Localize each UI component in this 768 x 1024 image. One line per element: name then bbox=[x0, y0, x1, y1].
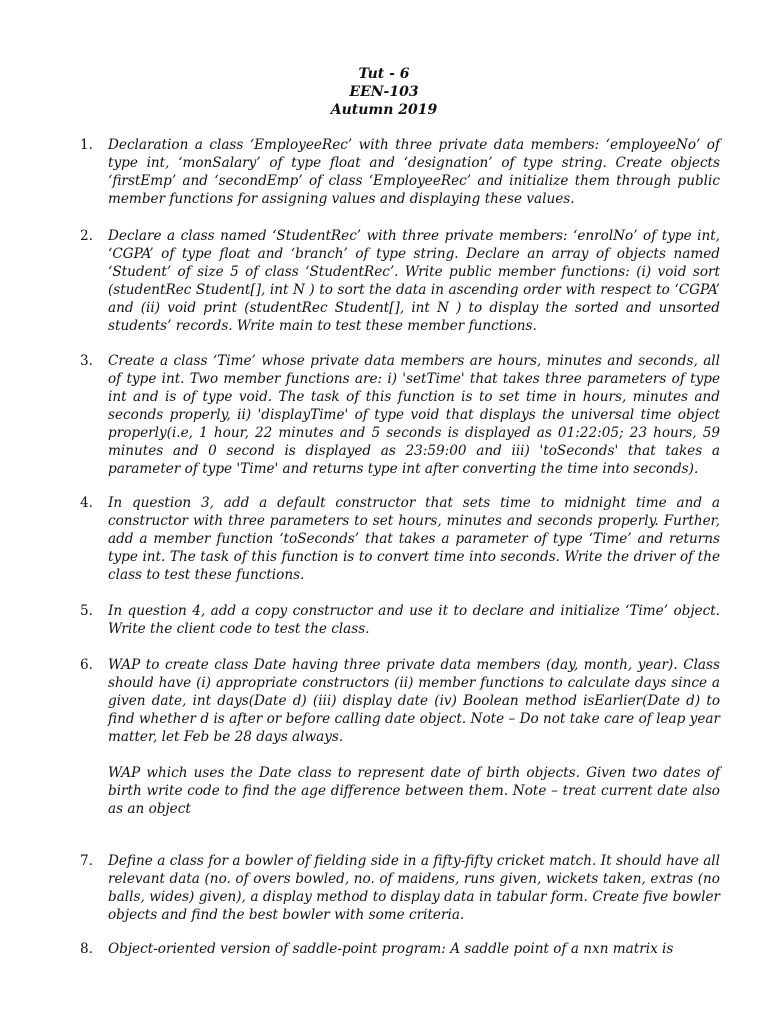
question-6-followup: WAP which uses the Date class to represent date of birth objects. Given two dates of birth write code to find the age difference between them. Note – treat current date also as an object bbox=[108, 765, 720, 817]
question-text: In question 4, add a copy constructor and use it to declare and initialize ‘Time’ object. Write the client code to test the class. bbox=[108, 603, 720, 637]
question-text: Define a class for a bowler of fielding side in a fifty-fifty cricket match. It should have all relevant data (no. of overs bowled, no. of maidens, runs given, wickets taken, extras (no balls, wides) given), a display method to display data in tabular form. Create five bowler objects and find the best bowler with some criteria. bbox=[108, 853, 720, 923]
question-number: 5. bbox=[80, 603, 93, 619]
question-number: 2. bbox=[80, 228, 93, 244]
document-header bbox=[0, 65, 768, 119]
question-number: 8. bbox=[80, 941, 93, 957]
question-7 bbox=[80, 852, 720, 924]
question-text: Declare a class named ‘StudentRec’ with three private members: ‘enrolNo’ of type int, ‘CGPA’ of type float and ‘branch’ of type string. Declare an array of objects named ‘Student’ of size 5 of class ‘StudentRec’. Write public member functions: (i) void sort (studentRec Student[], int N ) to sort the data in ascending order with respect to ‘CGPA’ and (ii) void print (studentRec Student[], int N ) to display the sorted and unsorted students’ records. Write main to test these member functions. bbox=[108, 228, 720, 334]
question-number: 6. bbox=[80, 657, 93, 673]
question-6 bbox=[80, 656, 720, 746]
question-5 bbox=[80, 602, 720, 638]
question-text: Create a class ‘Time’ whose private data members are hours, minutes and seconds, all of type int. Two member functions are: i) 'setTime' that takes three parameters of type int and is of type void. The task of this function is to set time in hours, minutes and seconds properly, ii) 'displayTime' of type void that displays the universal time object properly(i.e, 1 hour, 22 minutes and 5 seconds is displayed as 01:22:05; 23 hours, 59 minutes and 0 second is displayed as 23:59:00 and iii) 'toSeconds' that takes a parameter of type 'Time' and returns type int after converting the time into seconds). bbox=[108, 353, 720, 477]
question-4 bbox=[80, 494, 720, 584]
question-number: 3. bbox=[80, 353, 93, 369]
question-text: Object-oriented version of saddle-point program: A saddle point of a nxn matrix is bbox=[108, 941, 674, 957]
question-2 bbox=[80, 227, 720, 335]
course-code: EEN-103 bbox=[349, 84, 419, 100]
question-text: In question 3, add a default constructor that sets time to midnight time and a constructor with three parameters to set hours, minutes and seconds properly. Further, add a member function ‘toSeconds’ that takes a parameter of type ‘Time’ and returns type int. The task of this function is to convert time into seconds. Write the driver of the class to test these functions. bbox=[108, 495, 720, 583]
question-1 bbox=[80, 136, 720, 208]
question-8 bbox=[80, 940, 720, 958]
question-3 bbox=[80, 352, 720, 478]
question-number: 7. bbox=[80, 853, 93, 869]
question-text: Declaration a class ‘EmployeeRec’ with three private data members: ‘employeeNo’ of type int, ‘monSalary’ of type float and ‘designation’ of type string. Create objects ‘firstEmp’ and ‘secondEmp’ of class ‘EmployeeRec’ and initialize them through public member functions for assigning values and displaying these values. bbox=[108, 137, 720, 207]
question-number: 1. bbox=[80, 137, 93, 153]
question-number: 4. bbox=[80, 495, 93, 511]
question-text: WAP to create class Date having three private data members (day, month, year). Class should have (i) appropriate constructors (ii) member functions to calculate days since a given date, int days(Date d) (iii) display date (iv) Boolean method isEarlier(Date d) to find whether d is after or before calling date object. Note – Do not take care of leap year matter, let Feb be 28 days always. bbox=[108, 657, 720, 745]
tutorial-number: Tut - 6 bbox=[358, 66, 410, 82]
semester: Autumn 2019 bbox=[330, 102, 438, 118]
